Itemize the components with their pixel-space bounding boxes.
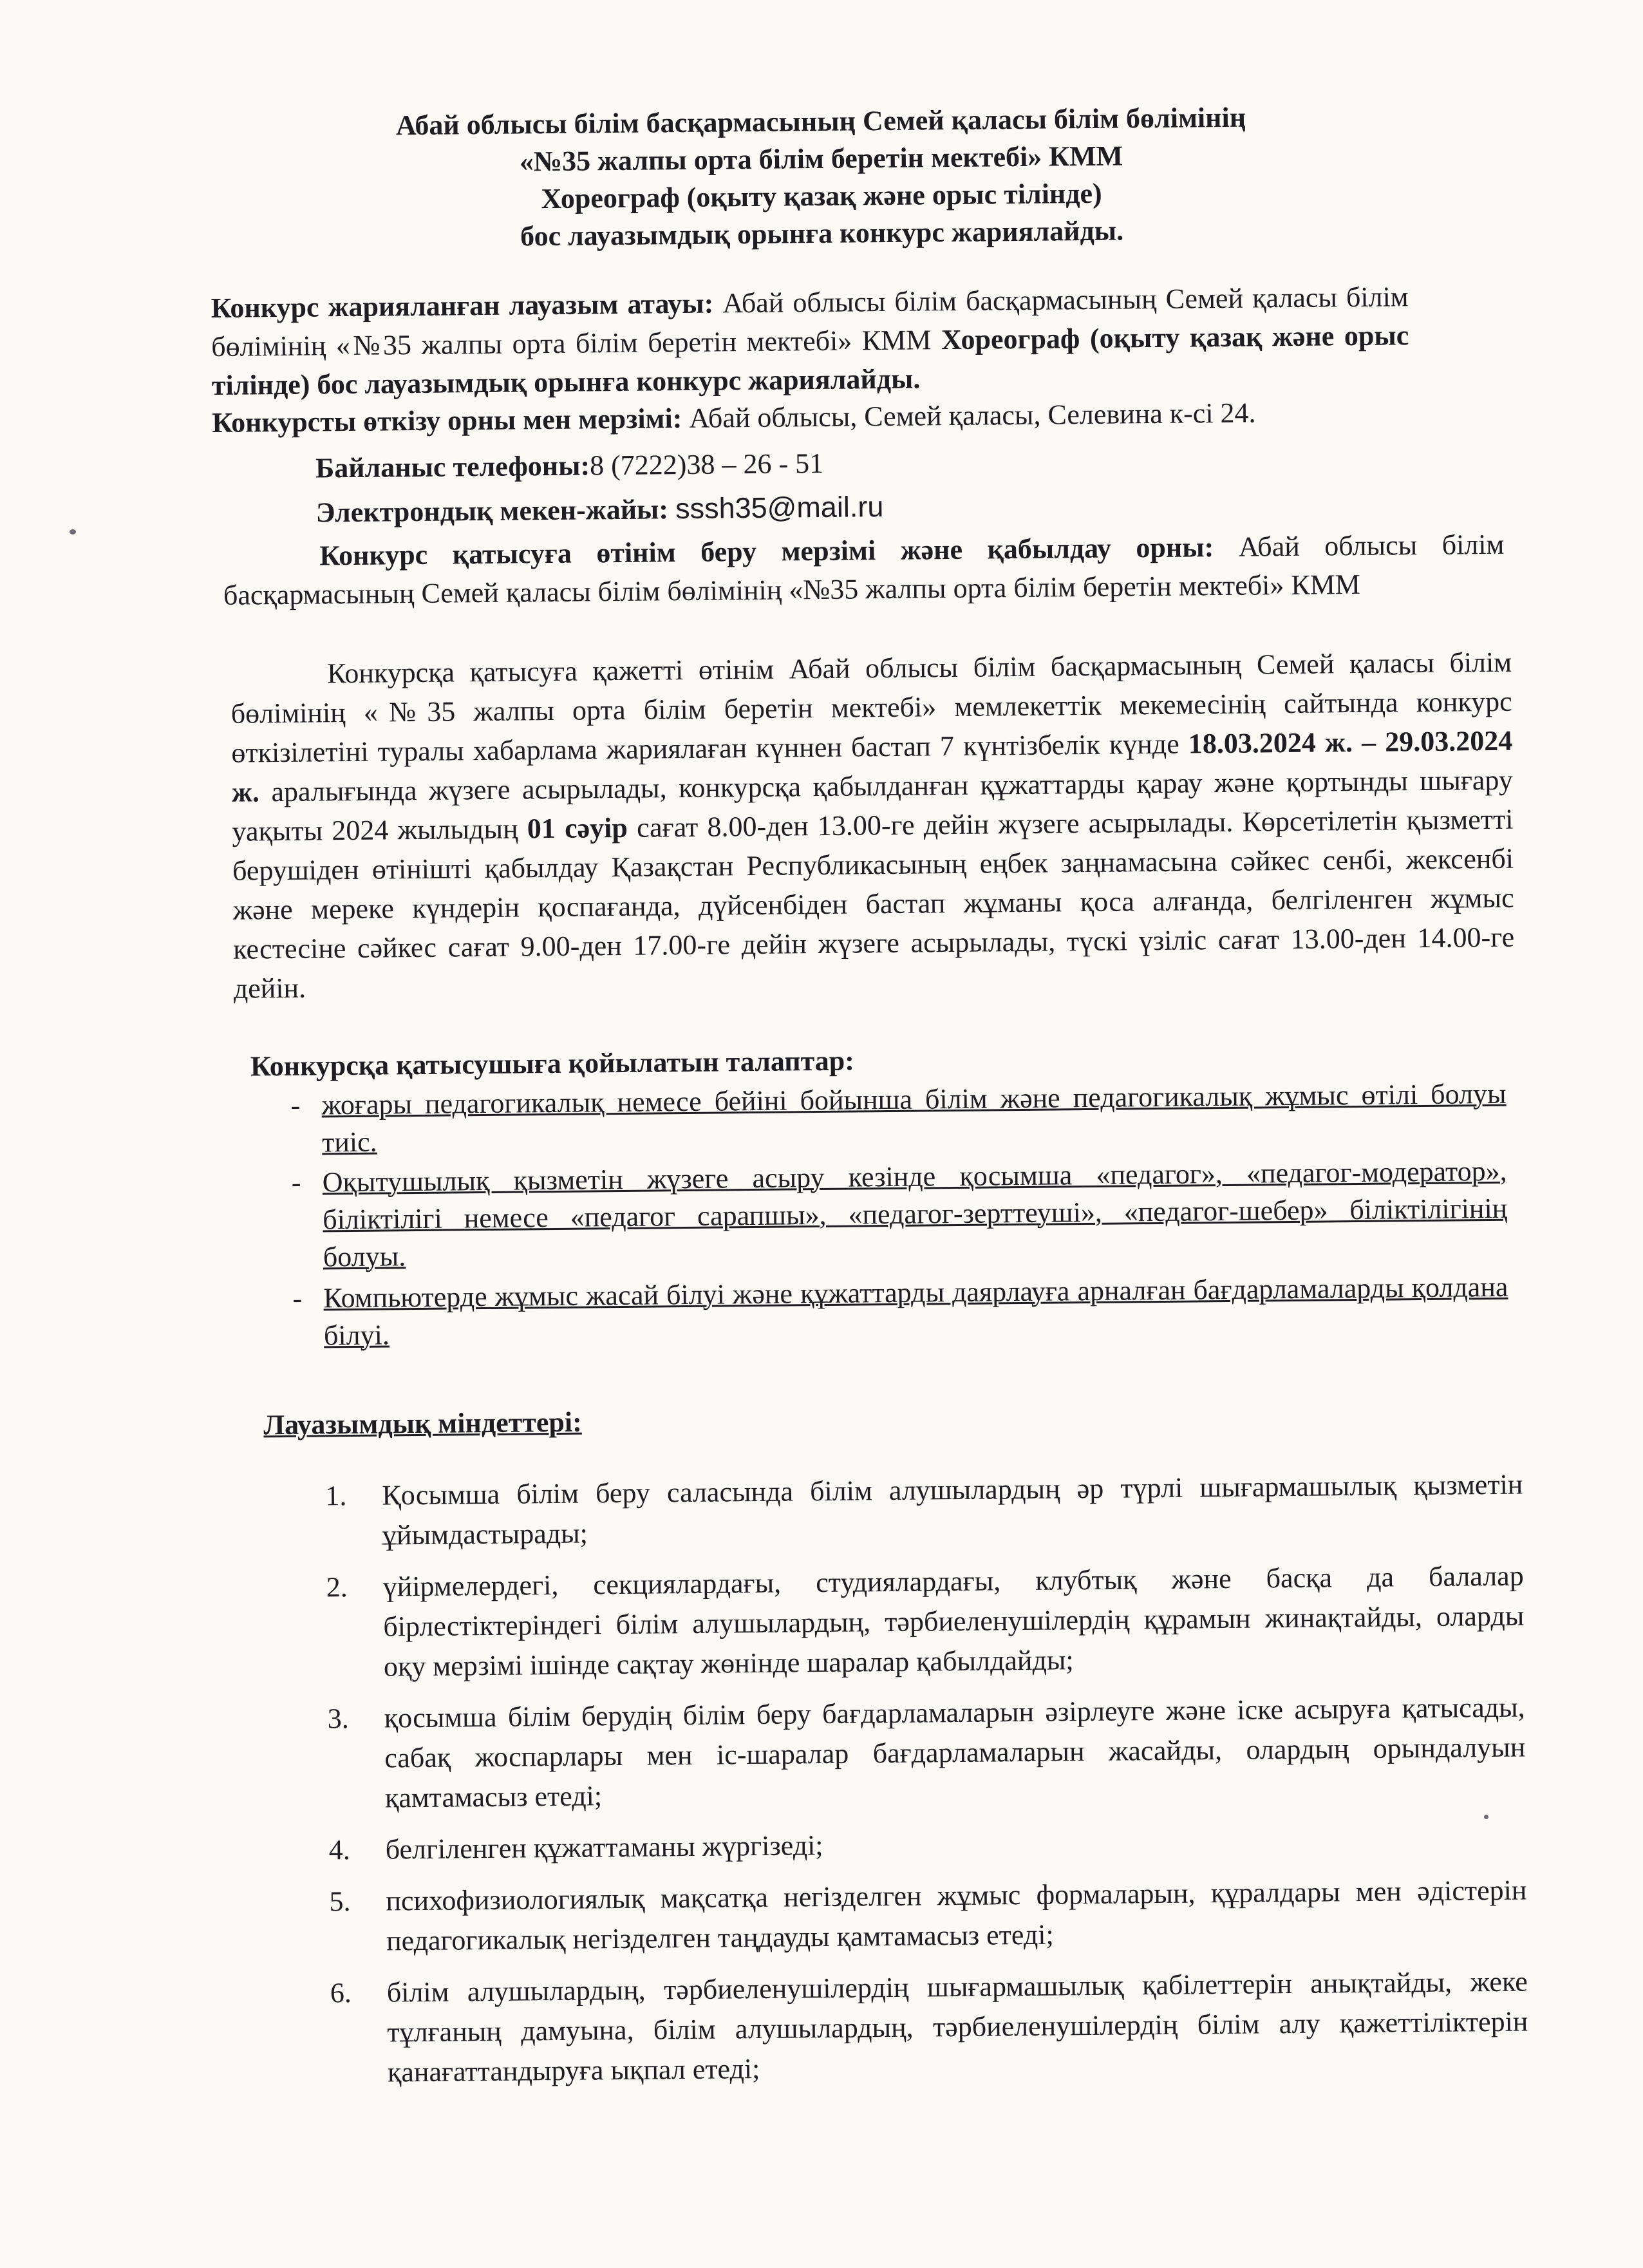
date-dash: – [1361,726,1376,758]
requirement-text: Оқытушылық қызметін жүзеге асыру кезінде қосымша «педагог», «педагог-модератор», біліктілігі немесе «педагог сарапшы», «педагог-зерттеуші», «педагог-шебер» біліктілігінің болуы. [322,1155,1508,1273]
position-paragraph [211,278,1409,405]
duties-title-text: Лауазымдық міндеттері: [263,1406,582,1441]
procedure-paragraph [230,643,1515,1008]
duty-text: білім алушылардың, тәрбиеленушілердің шығармашылық қабілеттерін анықтайды, жеке тұлғаның дамуына, білім алушылардың, тәрбиеленушілердің білім алу қажеттіліктерін қанағаттандыруға ықпал етеді; [386,1965,1528,2088]
duty-number: 2. [326,1571,348,1603]
email-line [315,483,1346,532]
phone-line [315,439,1346,487]
application-text: Абай облысы білім басқармасының Семей қаласы білім бөлімінің «№35 жалпы орта білім беретін мектебі» КММ [223,528,1505,611]
procedure-part-3: сағат 8.00-ден 13.00-ге дейін жүзеге асырылады. Көрсетілетін қызметті берушіден өтінішті қабылдау Қазақстан Республикасының еңбек заңнамасына сәйкес сенбі, жексенбі және мереке күндерін қоспағанда, дүйсенбіден бастап жұманы қоса алғанда, белгіленген жұмыс кестесіне сәйкес сағат 9.00-ден 17.00-ге дейін жүзеге асырылады, түскі үзіліс сағат 13.00-ден 14.00-ге дейін. [232,803,1515,1005]
bullet-dash: - [290,1089,301,1121]
venue-text: Абай облысы, Семей қаласы, Селевина к-сі 24. [689,397,1256,434]
header-line-2: «№35 жалпы орта білім беретін мектебі» КММ [519,140,1123,178]
position-text: Абай облысы білім басқармасының Семей қаласы білім бөлімінің «№35 жалпы орта білім беретін мектебі» КММ [211,281,1409,363]
email-label: Электрондық мекен-жайы: [315,493,669,529]
duties-title [263,1399,1037,1445]
date-to: 29.03.2024 ж. [231,724,1513,808]
duty-item [313,1556,1525,1688]
duty-number: 4. [328,1834,350,1866]
duty-number: 6. [330,1977,352,2009]
duty-item [314,1688,1526,1819]
requirement-text: Компьютерде жұмыс жасай білуі және құжаттарды даярлауға арналған бағдарламаларды қолдана білуі. [323,1271,1508,1352]
duty-text: үйірмелердегі, секциялардағы, студиялардағы, клубтық және басқа да балалар бірлестіктеріндегі білім алушылардың, тәрбиеленушілердің құрамын жинақтайды, оларды оқу мерзімі ішінде сақтау жөнінде шаралар қабылдайды; [382,1560,1525,1683]
requirements-title-text: Конкурсқа қатысушыға қойылатын талаптар: [250,1044,855,1082]
procedure-part-2: аралығында жүзеге асырылады, конкурсқа қабылданған құжаттарды қарау және қортынды шығару уақыты 2024 жылыдың [232,764,1514,847]
duty-item [317,1962,1529,2093]
position-bold-tail: Хореограф (оқыту қазақ және орыс тілінде) бос лауазымдық орынға конкурс жариялайды. [211,319,1409,402]
header-line-4: бос лауазымдық орынға конкурс жариялайды. [520,214,1124,252]
phone-label: Байланыс телефоны: [315,449,590,484]
application-label: Конкурс қатысуға өтінім беру мерзімі және қабылдау орны: [319,531,1214,572]
duty-item [316,1871,1527,1962]
duty-number: 5. [329,1885,351,1918]
phone-value: 8 (7222)38 – 26 - 51 [589,447,824,482]
duty-text: белгіленген құжаттаманы жүргізеді; [385,1829,823,1866]
application-paragraph [223,525,1505,615]
position-label: Конкурс жарияланған лауазым атауы: [211,287,714,325]
requirement-item [291,1153,1508,1276]
duty-text: қосымша білім берудің білім беру бағдарламаларын әзірлеуге және іске асыруға қатысады, сабақ жоспарлары мен іс-шаралар бағдарламаларын жасайды, олардың орындалуын қамтамасыз етеді; [384,1691,1526,1814]
duty-text: Қосымша білім беру саласында білім алушылардың әр түрлі шығармашылық қызметін ұйымдастырады; [382,1468,1523,1551]
duty-text: психофизиологиялық мақсатқа негізделген жұмыс формаларын, құралдары мен әдістерін педагогикалық негізделген таңдауды қамтамасыз етеді; [386,1874,1527,1957]
requirement-item [290,1075,1507,1162]
duties-list [312,1465,1528,2105]
requirement-text: жоғары педагогикалық немесе бейіні бойынша білім және педагогикалық жұмыс өтілі болуы тиіс. [321,1077,1507,1158]
duty-number: 3. [327,1703,349,1735]
document-header [235,97,1408,258]
duty-item [315,1819,1526,1871]
procedure-part-1: Конкурсқа қатысуға қажетті өтінім Абай облысы білім басқармасының Семей қаласы білім бөлімінің «№35 жалпы орта білім беретін мектебі» мемлекеттік мекемесінің сайтында конкурс өткізілетіні туралы хабарлама жариялаған күннен бастап 7 күнтізбелік күнде [230,646,1512,769]
bullet-dash: - [291,1166,301,1198]
duty-item [312,1465,1523,1556]
venue-label: Конкурсты өткізу орны мен мерзімі: [212,402,682,439]
review-date: 01 сәуір [527,811,628,845]
bullet-dash: - [292,1282,303,1314]
date-from: 18.03.2024 ж. [1188,726,1353,760]
email-value: sssh35@mail.ru [675,490,884,525]
requirement-item [292,1269,1508,1355]
header-line-3: Хореограф (оқыту қазақ және орыс тілінде) [541,177,1102,215]
header-line-1: Абай облысы білім басқармасының Семей қаласы білім бөлімінің [395,101,1246,142]
duty-number: 1. [325,1480,347,1512]
